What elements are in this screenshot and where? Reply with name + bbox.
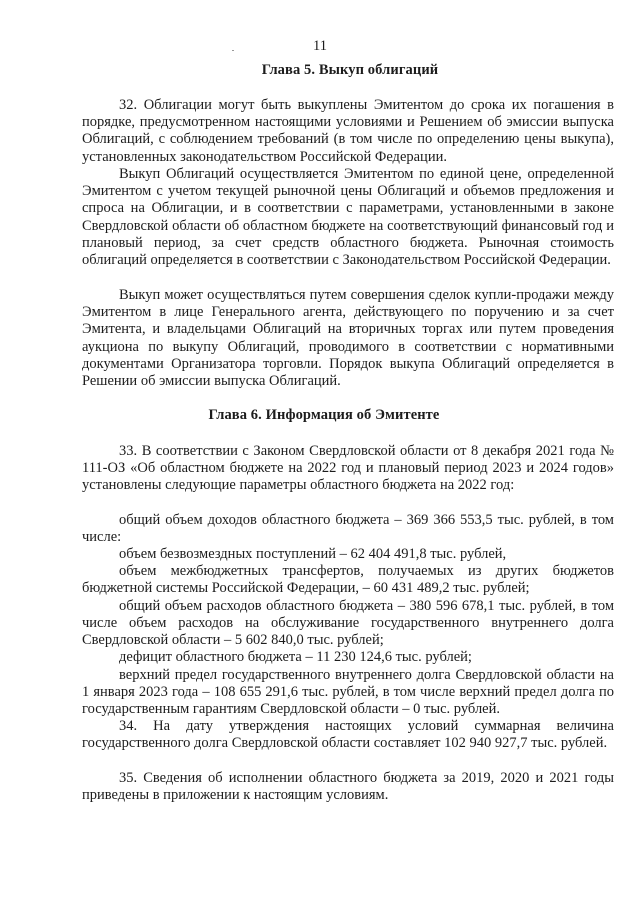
- budget-gratuitous-receipts: объем безвозмездных поступлений – 62 404 491,8 тыс. рублей,: [119, 546, 507, 562]
- budget-deficit: дефицит областного бюджета – 11 230 124,6 тыс. рублей;: [119, 649, 472, 665]
- budget-income: общий объем доходов областного бюджета – 369 366 553,5 тыс. рублей, в том числе:: [82, 512, 614, 546]
- paragraph-33: 33. В соответствии с Законом Свердловской области от 8 декабря 2021 года № 111-ОЗ «Об областном бюджете на 2022 год и плановый период 2023 и 2024 годов» установлены следующие параметры областного бюджета на 2022 год:: [82, 443, 614, 494]
- paragraph-32: 32. Облигации могут быть выкуплены Эмитентом до срока их погашения в порядке, предусмотренном настоящими условиями и Решением об эмиссии выпуска Облигаций, с соблюдением требований (в том числе по определению цены выкупа), установленных законодательством Российской Федерации.: [82, 97, 614, 165]
- paragraph-34: 34. На дату утверждения настоящих условий суммарная величина государственного долга Свердловской области составляет 102 940 927,7 тыс. рублей.: [82, 718, 614, 752]
- scan-speck: [232, 50, 234, 51]
- budget-transfers: объем межбюджетных трансфертов, получаемых из других бюджетов бюджетной системы Российской Федерации, – 60 431 489,2 тыс. рублей;: [82, 563, 614, 597]
- budget-debt-limit: верхний предел государственного внутреннего долга Свердловской области на 1 января 2023 года – 108 655 291,6 тыс. рублей, в том числе верхний предел долга по государственным гарантиям Свердловской области – 0 тыс. рублей.: [82, 667, 614, 718]
- paragraph-32-buyback-procedure: Выкуп может осуществляться путем совершения сделок купли-продажи между Эмитентом в лице Генерального агента, действующего по поручению и за счет Эмитента, и владельцами Облигаций на вторичных торгах или путем проведения аукциона по выкупу Облигаций, проводимого в соответствии с нормативными документами Организатора торговли. Порядок выкупа Облигаций определяется в Решении об эмиссии выпуска Облигаций.: [82, 287, 614, 390]
- paragraph-35: 35. Сведения об исполнении областного бюджета за 2019, 2020 и 2021 годы приведены в приложении к настоящим условиям.: [82, 770, 614, 804]
- budget-expenses: общий объем расходов областного бюджета – 380 596 678,1 тыс. рублей, в том числе объем расходов на обслуживание государственного внутреннего долга Свердловской области – 5 602 840,0 тыс. рублей;: [82, 598, 614, 649]
- paragraph-32-buyback-price: Выкуп Облигаций осуществляется Эмитентом по единой цене, определенной Эмитентом с учетом текущей рыночной цены Облигаций и объемов предложения и спроса на Облигации, и в соответствии с параметрами, установленными в законе Свердловской области об областном бюджете на соответствующий финансовый год и плановый период, за счет средств областного бюджета. Рыночная стоимость облигаций определяется в соответствии с Законодательством Российской Федерации.: [82, 166, 614, 269]
- chapter-5-title: Глава 5. Выкуп облигаций: [261, 62, 439, 78]
- page-number: 11: [313, 38, 327, 54]
- chapter-6-title: Глава 6. Информация об Эмитенте: [208, 407, 440, 423]
